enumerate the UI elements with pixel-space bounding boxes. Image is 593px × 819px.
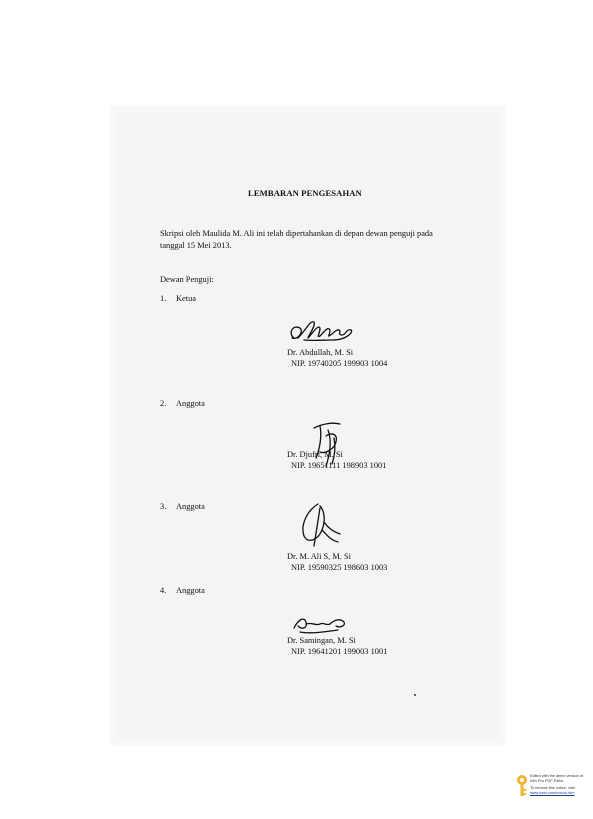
scan-speck [414, 694, 416, 696]
watermark-link[interactable]: www.iceni.com/unlock.htm [530, 791, 575, 795]
intro-text-line-2: tanggal 15 Mei 2013. [160, 241, 232, 250]
key-logo-icon [516, 774, 528, 798]
watermark-line-2: Infix Pro PDF Editor [530, 779, 564, 783]
examiner-1-nip: NIP. 19740205 199903 1004 [291, 359, 388, 368]
examiner-4-name: Dr. Samingan, M. Si [287, 636, 356, 645]
document-title: LEMBARAN PENGESAHAN [248, 188, 362, 198]
signature-examiner-3 [294, 500, 346, 550]
intro-text-line-1: Skripsi oleh Maulida M. Ali ini telah dipertahankan di depan dewan penguji pada [160, 229, 433, 238]
examiner-1-name: Dr. Abdullah, M. Si [287, 348, 354, 357]
examiner-2-number: 2. [160, 399, 167, 408]
examiner-1-number: 1. [160, 294, 167, 303]
watermark-line-1: Edited with the demo version of [530, 774, 583, 778]
examiner-4-nip: NIP. 19641201 199003 1001 [291, 647, 388, 656]
examiner-3-number: 3. [160, 502, 167, 511]
watermark-line-3: To remove this notice, visit: [530, 786, 576, 790]
examiner-4-number: 4. [160, 586, 167, 595]
examiner-2-role-label: Anggota [176, 399, 205, 408]
signature-examiner-4 [290, 612, 356, 636]
examiner-3-role [160, 502, 205, 512]
examiner-2-nip: NIP. 19651111 198903 1001 [291, 461, 387, 470]
editor-watermark [516, 772, 586, 802]
signature-examiner-1 [284, 314, 364, 348]
examiner-1-role-label: Ketua [176, 294, 196, 303]
examiner-3-nip: NIP. 19590325 198603 1003 [291, 563, 388, 572]
examiner-3-role-label: Anggota [176, 502, 205, 511]
examiner-4-role-label: Anggota [176, 586, 205, 595]
examiner-3-name: Dr. M. Ali S, M. Si [287, 552, 351, 561]
examiner-4-role [160, 586, 205, 596]
examiners-heading: Dewan Penguji: [160, 275, 214, 284]
examiner-2-name: Dr. Djufri, M. Si [287, 450, 343, 459]
examiner-1-role [160, 294, 196, 304]
examiner-2-role [160, 399, 205, 409]
